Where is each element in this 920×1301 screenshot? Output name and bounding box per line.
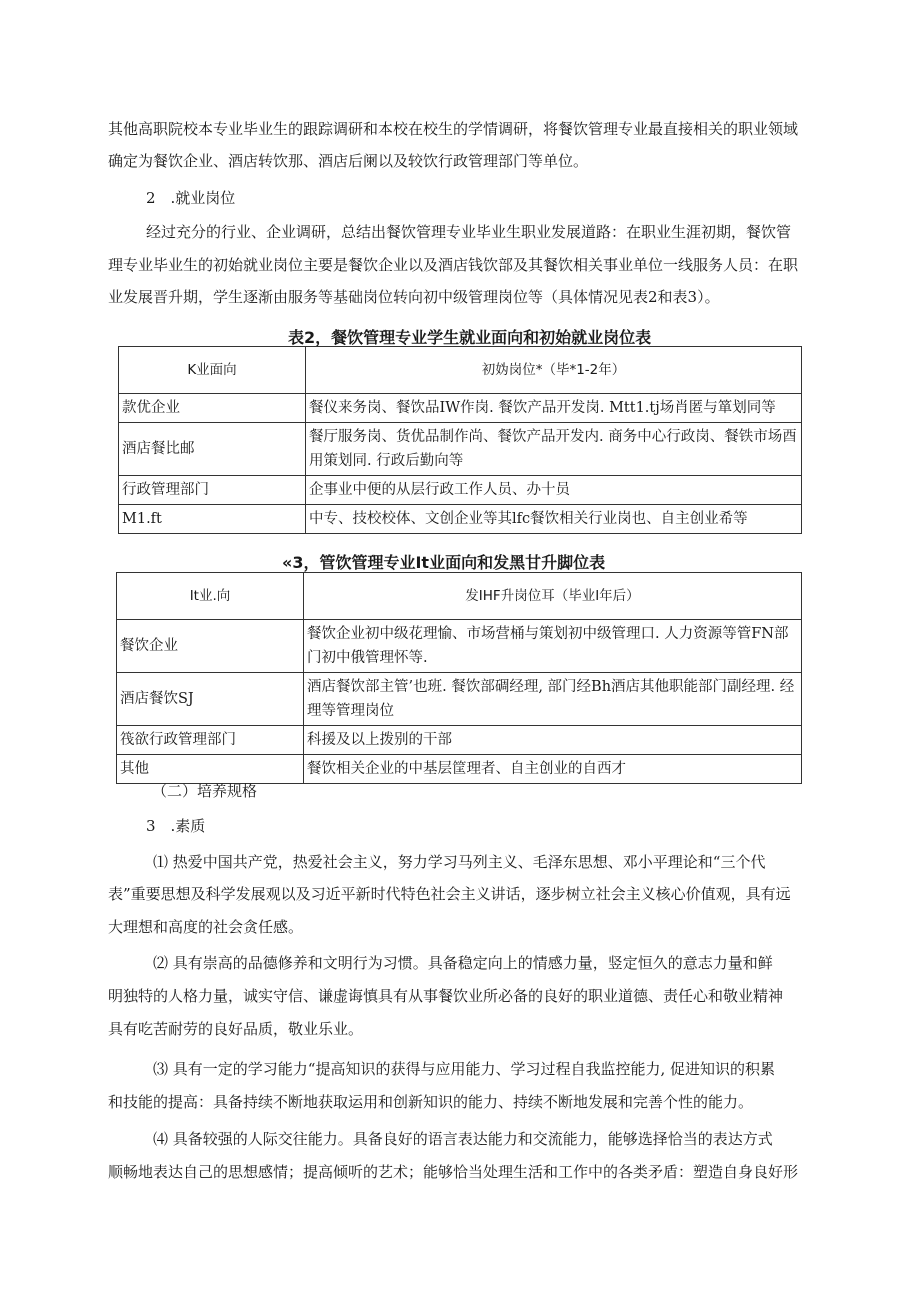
section2-line-1: 经过充分的行业、企业调研，总结出餐饮管理专业毕业生职业发展道路：在职业生涯初期，餐饮管 xyxy=(146,223,792,241)
quality-item-2-line-1: ⑵ 具有崇高的品德修养和文明行为习惯。具备稳定向上的情感力量，竖定恒久的意志力量和鲜 xyxy=(153,954,773,972)
table3 xyxy=(116,572,802,784)
quality-item-4-line-1: ⑷ 具备较强的人际交往能力。具备良好的语言表达能力和交流能力，能够选择恰当的表达方式 xyxy=(153,1130,773,1148)
table-header-cell: 初妫岗位*（毕*1-2年） xyxy=(306,347,802,394)
section2-line-3: 业发展晋升期，学生逐渐由服务等基础岗位转向初中级管理岗位等（具体情况见表2和表3）。 xyxy=(108,288,720,306)
intro-line-2: 确定为餐饮企业、酒店转饮那、酒店后阑以及较饮行政管理部门等单位。 xyxy=(108,152,589,170)
table-cell: 餐厅服务岗、货优品制作尚、餐饮产品开发内. 商务中心行政岗、餐铁市场酉用策划同. 行政后勤向等 xyxy=(306,423,802,476)
table-header-cell: 发IHF升岗位耳（毕业I年后） xyxy=(304,573,802,620)
table-row xyxy=(119,394,802,423)
table-cell: 企事业中便的从层行政工作人员、办十员 xyxy=(306,476,802,505)
table-cell: 餐饮企业 xyxy=(117,620,304,673)
quality-item-1-line-1: ⑴ 热爱中国共产党，热爱社会主义，努力学习马列主义、毛泽东思想、邓小平理论和“三个代 xyxy=(153,853,766,871)
table-row xyxy=(117,620,802,673)
section2-line-2: 理专业毕业生的初始就业岗位主要是餐饮企业以及酒店钱饮部及其餐饮相关事业单位一线服务人员：在职 xyxy=(108,256,799,274)
table-row xyxy=(119,476,802,505)
table-header-cell: K业面向 xyxy=(119,347,306,394)
table-cell: 酒店餐饮部主管’也班. 餐饮部碉经理, 部门经Bh酒店其他职能部门副经理. 经理等管理岗位 xyxy=(304,673,802,726)
table-cell: 餐饮企业初中级花理愉、市场营桶与策划初中级管理口. 人力资源等管FN部门初中俄管理怀等. xyxy=(304,620,802,673)
table2-title: 表2，餐饮管理专业学生就业面向和初始就业岗位表 xyxy=(288,328,652,347)
table-cell: 餐仪来务岗、餐饮品IW作岗. 餐饮产品开发岗. Mtt1.tj场肖匿与箪划同等 xyxy=(306,394,802,423)
table-row xyxy=(117,673,802,726)
table-header-row xyxy=(117,573,802,620)
table-cell: 中专、技校校体、文创企业等其lfc餐饮相关行业岗也、自主创业希等 xyxy=(306,505,802,534)
table-row xyxy=(117,726,802,755)
section-heading-employment-positions: 2 .就业岗位 xyxy=(146,189,236,207)
table-header-row xyxy=(119,347,802,394)
table-cell: M1.ft xyxy=(119,505,306,534)
intro-line-1: 其他高职院校本专业毕业生的跟踪调研和本校在校生的学情调研，将餐饮管理专业最直接相关的职业领域 xyxy=(108,120,799,138)
table-cell: 款优企业 xyxy=(119,394,306,423)
table-cell: 酒店餐比邮 xyxy=(119,423,306,476)
table2 xyxy=(118,346,802,534)
table-cell: 筏欲行政管理部门 xyxy=(117,726,304,755)
table-cell: 行政管理部门 xyxy=(119,476,306,505)
section-heading-training-specs: （二）培养规格 xyxy=(152,782,258,800)
table-row xyxy=(119,505,802,534)
quality-item-1-line-2: 表”重要思想及科学发展观以及习近平新时代特色社会主义讲话，逐步树立社会主义核心价值观，具有远 xyxy=(108,885,791,903)
quality-item-4-line-2: 顺畅地表达自己的思想感情；提高倾听的艺术；能够恰当处理生活和工作中的各类矛盾：塑造自身良好形 xyxy=(108,1163,799,1181)
table-cell: 餐饮相关企业的中基层筐理者、自主创业的自西才 xyxy=(304,755,802,784)
table-cell: 其他 xyxy=(117,755,304,784)
table3-title: «3，管饮管理专业It业面向和发黑甘升脚位表 xyxy=(282,553,606,572)
table-cell: 酒店餐饮SJ xyxy=(117,673,304,726)
quality-item-2-line-2: 明独特的人格力量，诚实守信、谦虚诲慎具有从事餐饮业所必备的良好的职业道德、责任心和敬业精神 xyxy=(108,987,784,1005)
table-cell: 科援及以上拨别的干部 xyxy=(304,726,802,755)
quality-item-1-line-3: 大理想和高度的社会贪任感。 xyxy=(108,918,304,936)
subsection-heading-quality: 3 .素质 xyxy=(146,817,206,835)
table-row xyxy=(119,423,802,476)
quality-item-3-line-2: 和技能的提高：具备持续不断地获取运用和创新知识的能力、持续不断地发展和完善个性的能力。 xyxy=(108,1093,754,1111)
quality-item-3-line-1: ⑶ 具有一定的学习能力“提高知识的获得与应用能力、学习过程自我监控能力, 促进知识的积累 xyxy=(153,1060,775,1078)
table-header-cell: It业.向 xyxy=(117,573,304,620)
quality-item-2-line-3: 具有吃苦耐劳的良好品质，敬业乐业。 xyxy=(108,1020,364,1038)
